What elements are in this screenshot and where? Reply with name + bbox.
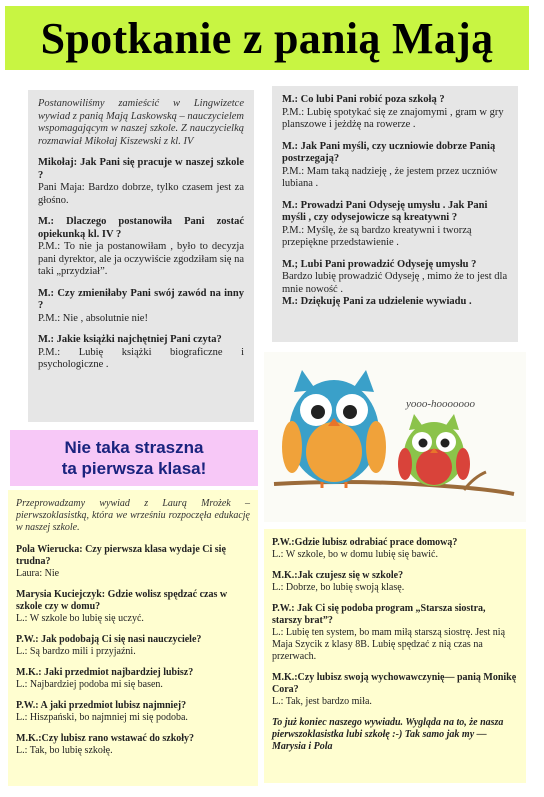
answer: P.M.: Lubię książki biograficzne i psychologiczne . [38, 346, 244, 370]
answer: L.: Hiszpański, bo najmniej mi się podoba. [16, 712, 188, 723]
question: M.: Jakie książki najchętniej Pani czyta? [38, 334, 222, 345]
first-grade-interview-left [8, 490, 258, 786]
owl-illustration [264, 352, 526, 522]
question: M.: Jak Pani myśli, czy uczniowie dobrze Panią postrzegają? [282, 140, 496, 164]
qa-item [282, 200, 508, 250]
interview-intro: Przeprowadzamy wywiad z Laurą Mrożek – pierwszoklasistką, która we wrześniu rozpoczęła edukację w naszej szkole. [16, 498, 250, 533]
question: M.: Dlaczego postanowiła Pani zostać opiekunką kl. IV ? [38, 216, 244, 240]
interview-intro: Postanowiliśmy zamieścić w Lingwizetce wywiad z panią Mają Laskowską – nauczycielem wspomagającym w naszej szkole. Z nauczycielką rozmawiał Mikołaj Kiszewski z kl. IV [38, 98, 244, 147]
owl-caption: yooo-hooooooo [406, 398, 476, 410]
closing-line: M.: Dziękuję Pani za udzielenie wywiadu . [282, 296, 472, 307]
question: Pola Wierucka: Czy pierwsza klasa wydaje Ci się trudna? [16, 544, 226, 567]
answer: P.M.: Myślę, że są bardzo kreatywni i tworzą przepiękne przedstawienie . [282, 224, 472, 248]
qa-item [282, 259, 508, 297]
question: M.: Prowadzi Pani Odyseję umysłu . Jak Pani myśli , czy odysejowicze są kreatywni ? [282, 199, 488, 223]
qa-item [16, 700, 250, 724]
qa-item [272, 537, 518, 561]
answer: L.: W szkole bo lubię się uczyć. [16, 613, 144, 624]
qa-item [16, 634, 250, 658]
qa-item [38, 334, 244, 372]
qa-item [38, 216, 244, 279]
first-grade-interview-right [264, 529, 526, 783]
answer: L.: Dobrze, bo lubię swoją klasę. [272, 582, 405, 593]
answer: L.: Są bardzo mili i przyjaźni. [16, 646, 136, 657]
answer: P.M.: Lubię spotykać się ze znajomymi , gram w gry planszowe i jeżdżę na rowerze . [282, 106, 504, 130]
answer: P.M.: Mam taką nadzieję , że jestem przez uczniów lubiana . [282, 165, 498, 189]
answer: L.: Najbardziej podoba mi się basen. [16, 679, 163, 690]
qa-item [272, 672, 518, 708]
left-interview-panel [28, 90, 254, 422]
qa-item [16, 667, 250, 691]
question: Marysia Kuciejczyk: Gdzie wolisz spędzać czas w szkole czy w domu? [16, 589, 228, 612]
qa-item [272, 603, 518, 663]
answer: L.: Tak, jest bardzo miła. [272, 696, 372, 707]
answer: Pani Maja: Bardzo dobrze, tylko czasem jest za głośno. [38, 182, 244, 206]
question: M.: Czy zmieniłaby Pani swój zawód na inny ? [38, 287, 244, 311]
question: M.K.:Czy lubisz swoją wychowawczynię— panią Monikę Cora? [272, 672, 517, 695]
heading-line-2: ta pierwsza klasa! [61, 459, 207, 478]
first-grade-heading-box [10, 430, 258, 486]
answer: Laura: Nie [16, 568, 60, 579]
qa-item [282, 94, 508, 132]
answer: L.: W szkole, bo w domu lubię się bawić. [272, 549, 438, 560]
page-title: Spotkanie z panią Mają [40, 13, 494, 63]
question: M.K.: Jaki przedmiot najbardziej lubisz? [16, 667, 194, 678]
question: P.W.: Jak Ci się podoba program „Starsza siostra, starszy brat”? [272, 603, 486, 626]
question: P.W.: Jak podobają Ci się nasi nauczyciele? [16, 634, 202, 645]
heading-line-1: Nie taka straszna [64, 438, 204, 457]
answer: L.: Lubię ten system, bo mam miłą starszą siostrę. Jest nią Maja Szycik z klasy 8B. Lubię spędzać z nią czas na przerwach. [272, 627, 506, 662]
question: P.W.: A jaki przedmiot lubisz najmniej? [16, 700, 187, 711]
right-interview-panel [272, 86, 518, 342]
qa-item [282, 141, 508, 191]
qa-item [16, 544, 250, 580]
answer: P.M.: To nie ja postanowiłam , było to decyzja pani dyrektor, ale ja oczywiście zgodziłam się na taki „przydział”. [38, 241, 244, 277]
qa-item [272, 570, 518, 594]
qa-item [38, 288, 244, 326]
title-banner [5, 6, 529, 70]
question: M.K.:Czy lubisz rano wstawać do szkoły? [16, 733, 195, 744]
qa-item [16, 733, 250, 757]
question: M.K.:Jak czujesz się w szkole? [272, 570, 404, 581]
qa-item [38, 157, 244, 207]
qa-item [16, 589, 250, 625]
answer: P.M.: Nie , absolutnie nie! [38, 312, 148, 324]
answer: L.: Tak, bo lubię szkołę. [16, 745, 113, 756]
answer: Bardzo lubię prowadzić Odyseję , mimo że to jest dla mnie nowość . [282, 271, 508, 295]
question: M.: Co lubi Pani robić poza szkołą ? [282, 94, 445, 105]
question: M.; Lubi Pani prowadzić Odyseję umysłu ? [282, 258, 477, 270]
question: Mikołaj: Jak Pani się pracuje w naszej szkole ? [38, 157, 244, 181]
question: P.W.:Gdzie lubisz odrabiać prace domową? [272, 537, 458, 548]
interview-outro: To już koniec naszego wywiadu. Wygląda na to, że nasza pierwszoklasistka lubi szkołę :-) Tak samo jak my — Marysia i Pola [272, 717, 504, 752]
